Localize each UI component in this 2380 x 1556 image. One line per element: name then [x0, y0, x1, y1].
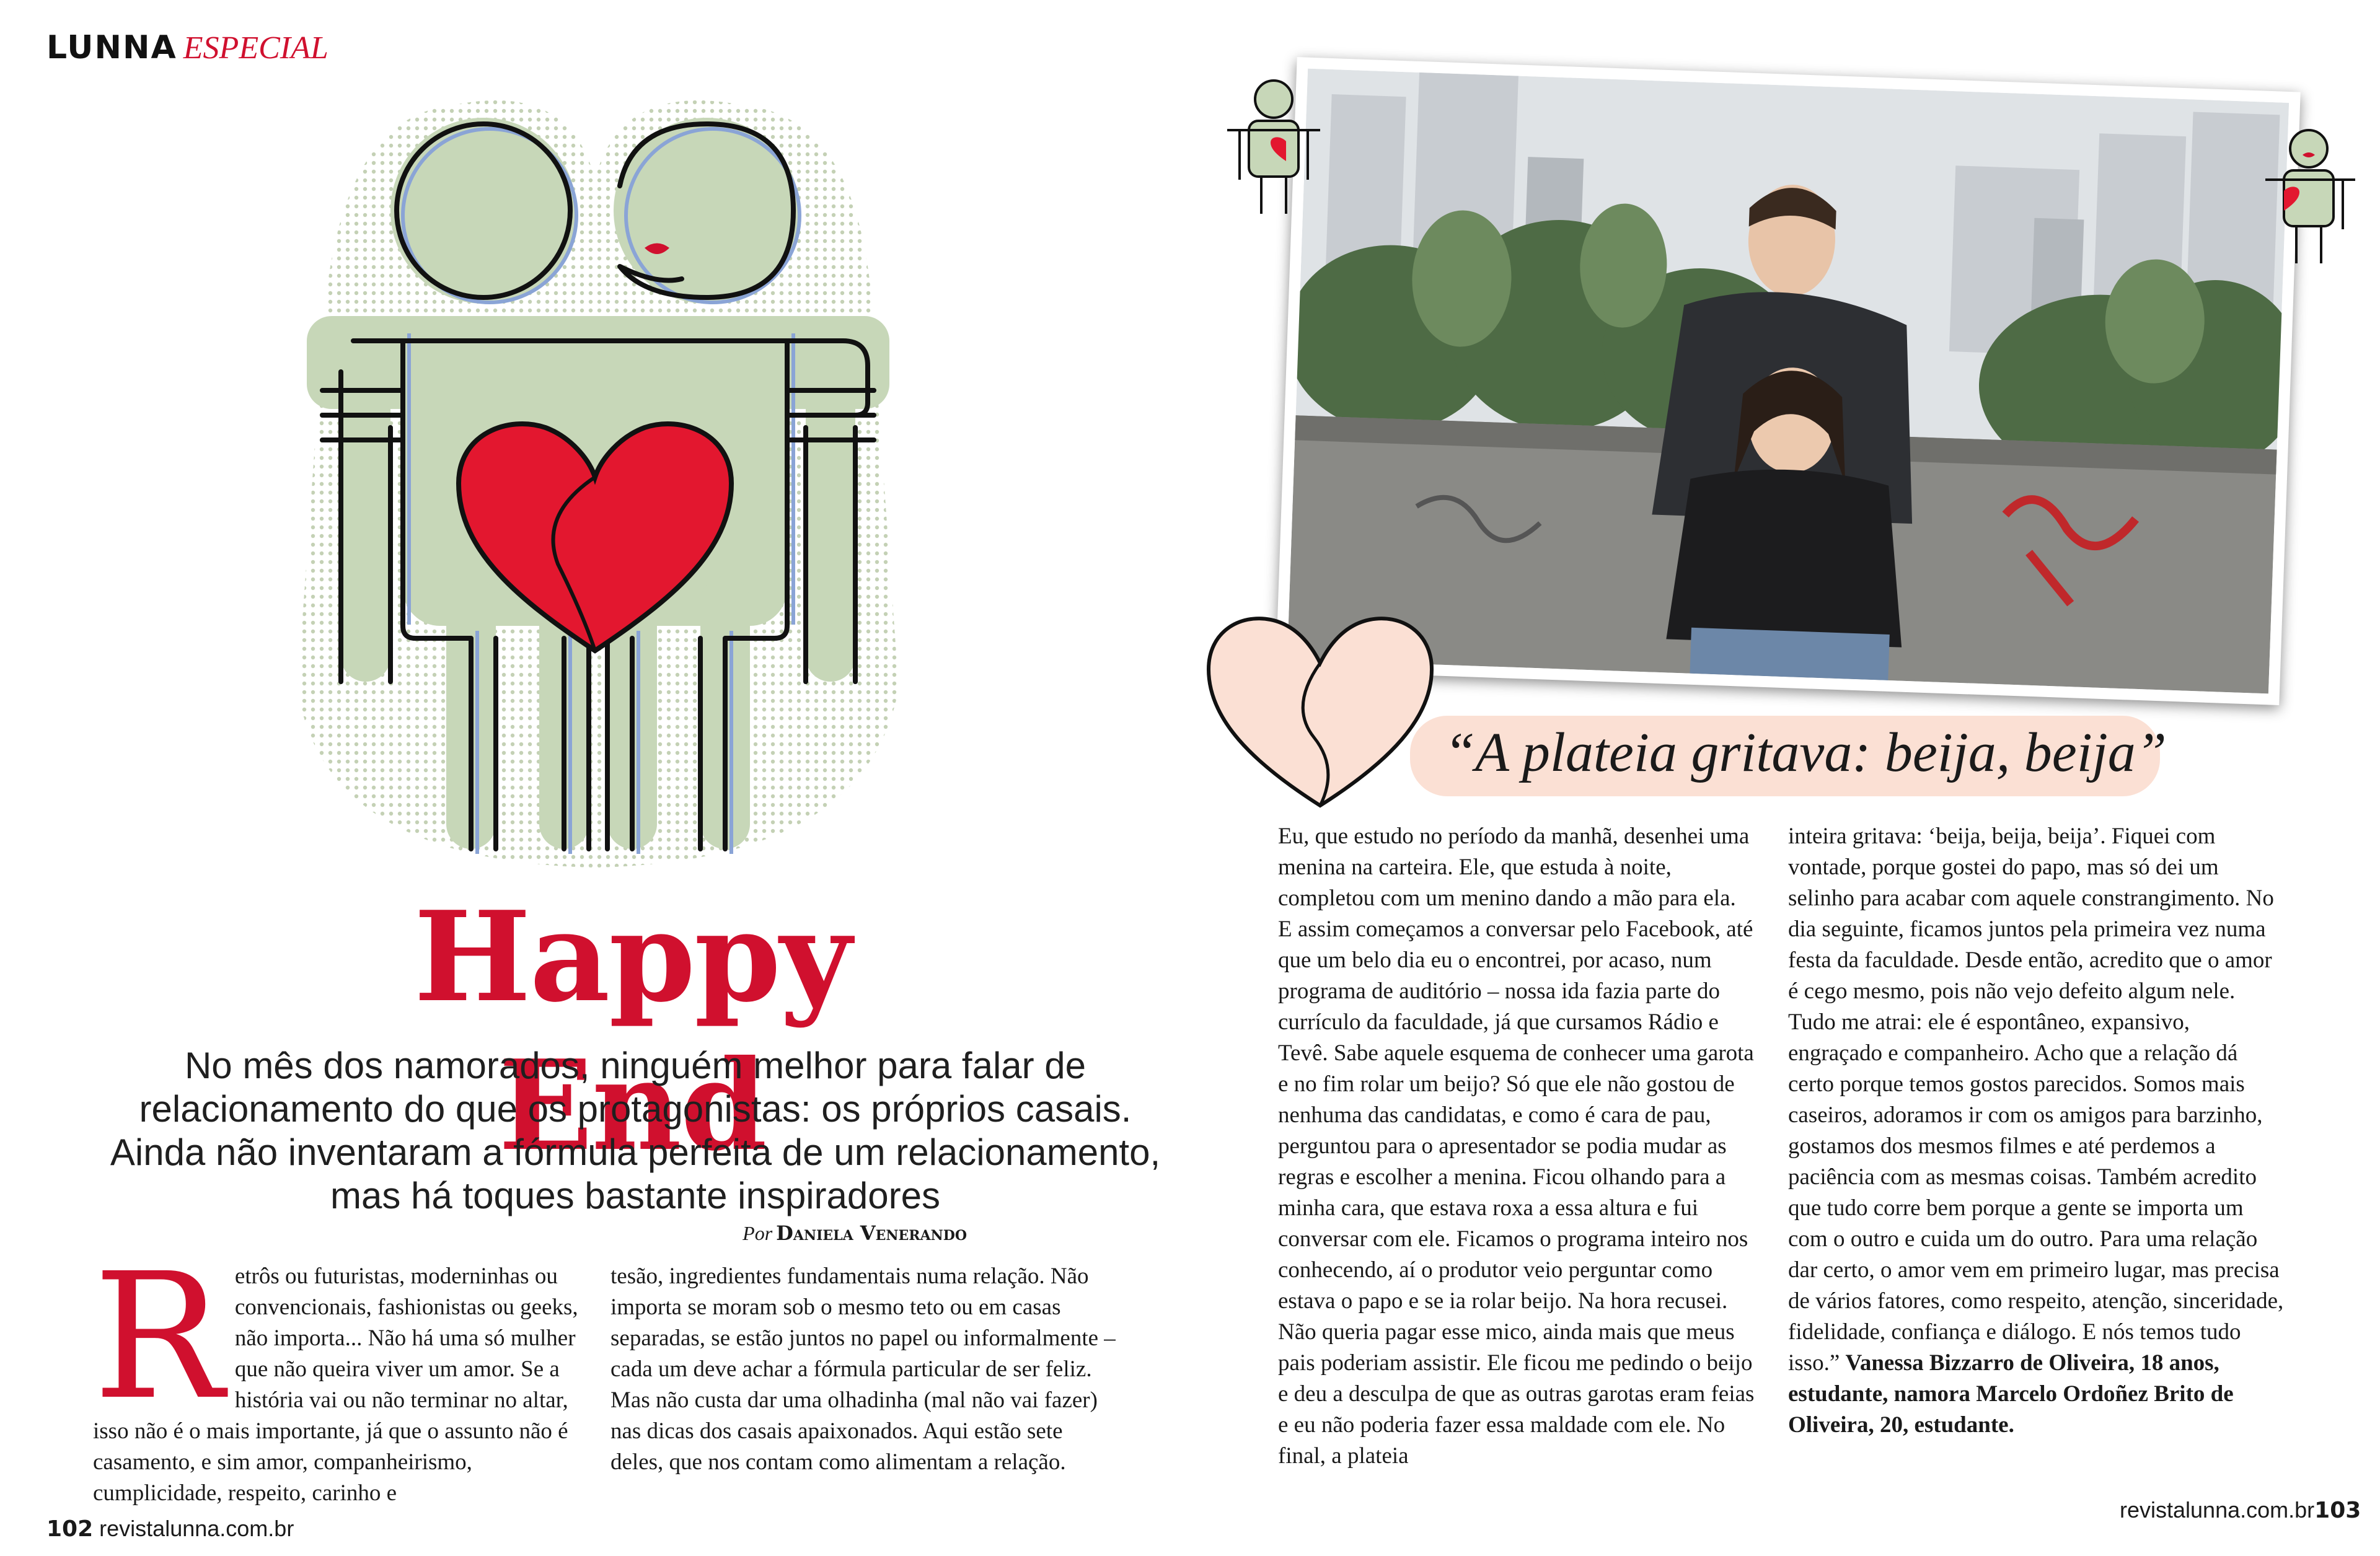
footer-right — [2120, 1497, 2361, 1524]
page-number-left: 102 — [46, 1516, 94, 1542]
intro-column-2: tesão, ingredientes fundamentais numa relação. Não importa se moram sob o mesmo teto ou em casas separadas, se estão juntos no papel ou informalmente – cada um deve achar a fórmula particular de ser feliz. Mas não custa dar uma olhadinha (mal não vai fazer) nas dicas dos casais apaixonados. Aqui estão sete deles, que nos contam como alimentam a relação. — [610, 1264, 1116, 1475]
intro-column-1 — [93, 1236, 583, 1509]
byline-author: Daniela Venerando — [776, 1221, 967, 1245]
pull-quote: “A plateia gritava: beija, beija” — [1444, 722, 2167, 783]
intro-text-1: etrôs ou futuristas, moderninhas ou convencionais, fashionistas ou geeks, não importa... Não há uma só mulher que não queira viver um amor. Se a história vai ou não terminar no altar, isso não é o mais importante, já que o assunto não é casamento, e sim amor, companheirismo, cumplicidade, respeito, carinho e — [93, 1264, 578, 1506]
footer-left — [46, 1515, 294, 1543]
story-credit: Vanessa Bizzarro de Oliveira, 18 anos, estudante, namora Marcelo Ordoñez Brito de Oliveira, 20, estudante. — [1788, 1350, 2234, 1438]
footer-site-right: revistalunna.com.br — [2120, 1497, 2315, 1523]
article-lead: No mês dos namorados, ninguém melhor para falar de relacionamento do que os protagonistas: os próprios casais. Ainda não inventaram a fórmula perfeita de um relacionamento, mas há toques bastante inspiradores — [110, 1045, 1161, 1216]
small-couple-icon-right — [2265, 124, 2358, 266]
small-couple-icon-left — [1221, 74, 1326, 217]
couple-illustration — [248, 81, 948, 880]
article-title: Happy End — [413, 884, 851, 1179]
story-text-2: inteira gritava: ‘beija, beija, beija’. Fiquei com vontade, porque gostei do papo, mas só dei um selinho para acabar com aquele constrangimento. No dia seguinte, ficamos juntos pela primeira vez numa festa da faculdade. Desde então, acredito que o amor é cego mesmo, pois não vejo defeito algum nele. Tudo me atrai: ele é espontâneo, expansivo, engraçado e companheiro. Acho que a relação dá certo porque temos gostos parecidos. Somos mais caseiros, adoramos ir com os amigos para barzinho, gostamos dos mesmos filmes e até perdemos a paciência com as mesmas coisas. Também acredito que tudo corre bem porque a gente se importa um com o outro e cuida um do outro. Para uma relação dar certo, o amor vem em primeiro lugar, mas precisa de vários fatores, como respeito, atenção, sinceridade, fidelidade, confiança e diálogo. E nós temos tudo isso.” — [1788, 824, 2284, 1376]
story-column-1: Eu, que estudo no período da manhã, desenhei uma menina na carteira. Ele, que estuda à noite, completou com um menino dando a mão para ela. E assim começamos a conversar pelo Facebook, até que um belo dia eu o encontrei, por acaso, num programa de auditório – nossa ida fazia parte do currículo da faculdade, já que cursamos Rádio e Tevê. Sabe aquele esquema de conhecer uma garota e no fim rolar um beijo? Só que ele não gostou de nenhuma das candidatas, e como é cara de pau, perguntou para o apresentador se podia mudar as regras e escolher a menina. Ficou olhando para a minha cara, que estava roxa a essa altura e fui conversar com ele. Ficamos o programa inteiro nos conhecendo, aí o produtor veio perguntar como estava o papo e se ia rolar beijo. Na hora recusei. Não queria pagar esse mico, ainda mais que meus pais poderiam assistir. Ele ficou me pedindo o beijo e deu a desculpa de que as outras garotas eram feias e eu não poderia fazer essa maldade com ele. No final, a plateia — [1278, 824, 1755, 1469]
magazine-brand: LUNNA — [46, 29, 177, 66]
byline-prefix: Por — [743, 1222, 773, 1244]
drop-cap: R — [93, 1236, 224, 1438]
outline-heart-icon — [1196, 595, 1444, 818]
footer-site-left: revistalunna.com.br — [99, 1516, 294, 1541]
section-name: ESPECIAL — [183, 30, 328, 66]
byline — [347, 1221, 967, 1246]
page-number-right: 103 — [2314, 1498, 2361, 1523]
story-column-2 — [1788, 821, 2284, 1441]
section-header — [46, 26, 328, 70]
